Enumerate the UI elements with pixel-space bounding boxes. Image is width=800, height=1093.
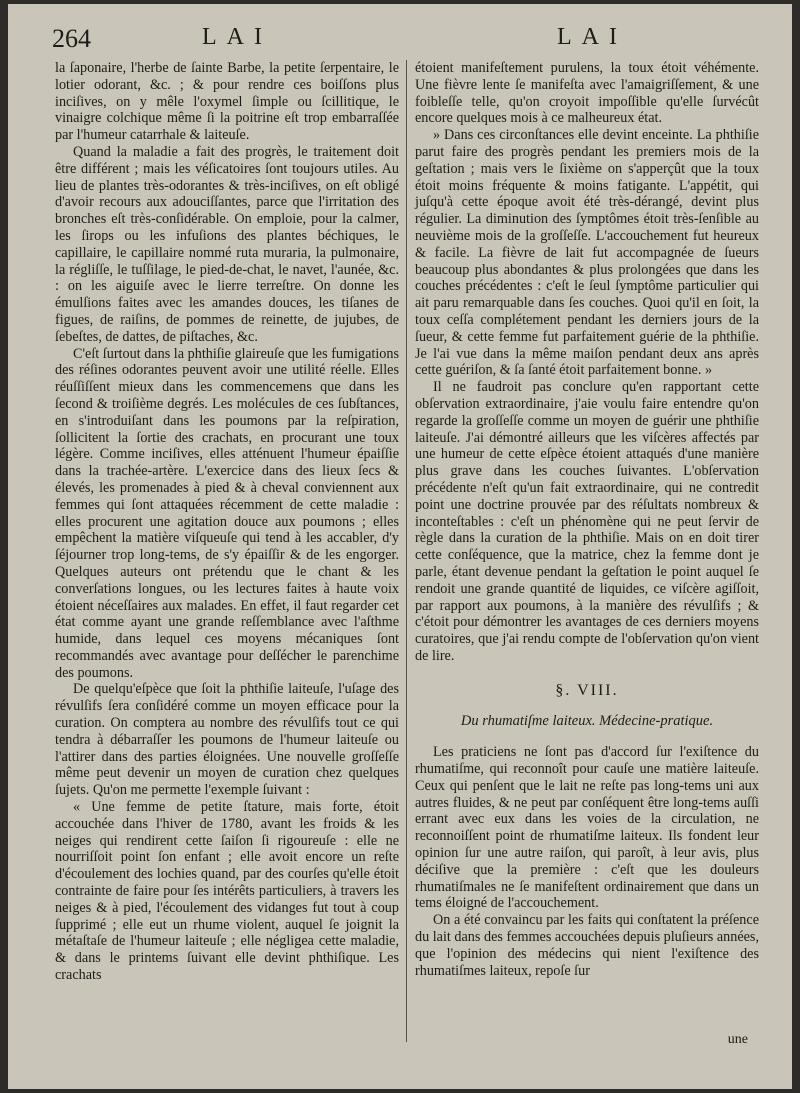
paragraph: étoient manifeſtement purulens, la toux étoit véhémente. Une fièvre lente ſe manifeſta avec l'amaigriſſement, & une foibleſſe telle, qu'on croyoit impoſſible qu'elle ſurvécût encore quelques mois à ce malheureux état. [415, 60, 759, 127]
running-header [52, 24, 748, 64]
right-column [415, 60, 759, 979]
paragraph: On a été convaincu par les faits qui conſtatent la préſence du lait dans des femmes accouchées depuis pluſieurs années, que l'opinion des médecins qui nient l'exiſtence des rhumatiſmes laiteux, repoſe ſur [415, 912, 759, 979]
section-subtitle: Du rhumatiſme laiteux. Médecine-pratique. [460, 713, 714, 730]
book-page [8, 4, 792, 1089]
paragraph: « Une femme de petite ſtature, mais forte, étoit accouchée dans l'hiver de 1780, avant les froids & les neiges qui rendirent cette ſaiſon ſi rigoureuſe : elle ne nourriſſoit point ſon enfant ; elle avoit encore un reſte d'écoulement des lochies quand, par des courſes qu'elle étoit contrainte de faire pour ſes intérêts particuliers, à travers les neiges & à pied, l'écoulement des vidanges fut tout à coup ſupprimé ; elle eut un rhume violent, auquel ſe joignit la métaſtaſe de l'humeur laiteuſe ; elle négligea cette maladie, & dans le printems ſuivant elle devint phthiſique. Les crachats [55, 799, 399, 984]
section-heading: §. VIII. [555, 681, 619, 699]
paragraph: C'eſt ſurtout dans la phthiſie glaireuſe que les fumigations des réſines odorantes peuvent avoir une utilité réelle. Elles réuſſiſſent mieux dans les commencemens que dans les ſecond & troiſième degrés. Les molécules de ces ſubſtances, en s'introduiſant dans les poumons par la reſpiration, ſollicitent la ſortie des crachats, en procurant une toux légère. Comme inciſives, elles atténuent l'humeur épaiſſie dans la trachée-artère. L'exercice dans des lieux ſecs & élevés, les promenades à pied & à cheval conviennent aux femmes qui ſont attaquées récemment de cette maladie : elles procurent une agitation douce aux poumons ; elles empêchent la matière viſqueuſe qui tend à les accabler, d'y ſéjourner trop long-tems, de s'y épaiſſir & de les engorger. Quelques auteurs ont prétendu que le chant & les converſations longues, ou les lectures faites à haute voix étoient néceſſaires aux malades. En effet, il faut regarder cet état comme ayant une grande reſſemblance avec l'aſthme humide, dans lequel ces moyens mécaniques ſont recommandés avec avantage pour deſſécher le parenchime des poumons. [55, 345, 399, 681]
paragraph: De quelqu'eſpèce que ſoit la phthiſie laiteuſe, l'uſage des révulſifs ſera conſidéré comme un moyen efficace pour la curation. On comptera au nombre des révulſifs tout ce qui tendra à débarraſſer les poumons de l'humeur laiteuſe ou l'attirer dans des parties éloignées. Une nouvelle groſſeſſe même peut devenir un moyen de curation chez quelques ſujets. Qu'on me permette l'exemple ſuivant : [55, 681, 399, 799]
paragraph: Les praticiens ne ſont pas d'accord ſur l'exiſtence du rhumatiſme, qui reconnoît pour cauſe une matière laiteuſe. Ceux qui penſent que le lait ne reſte pas long-tems uni aux autres fluides, & ne peut par conſéquent être long-tems auſſi errant avec eux dans les voies de la circulation, ne reconnoiſſent point de rhumatiſme laiteux. Ils fondent leur opinion ſur une autre raiſon, qui paroît, à leur avis, plus déciſive que la première : c'eſt que les douleurs rhumatiſmales ne ſe manifeſtent ordinairement que dans un tems éloigné de l'accouchement. [415, 744, 759, 912]
paragraph: Il ne faudroit pas conclure qu'en rapportant cette obſervation extraordinaire, j'aie voulu faire entendre qu'on regarde la groſſeſſe comme un moyen de guérir une phthiſie laiteuſe. J'ai démontré ailleurs que les viſcères affectés par une humeur de cette eſpèce étoient attaqués d'une manière plus grave dans les couches ſuivantes. L'obſervation précédente n'eſt qu'un fait extraordinaire, qui ne contredit point une doctrine prouvée par des réſultats nombreux & inconteſtables : c'eſt un phénomène qui ne peut ſervir de règle dans la curation de la phthiſie. Mais on en doit tirer cette conſéquence, que la matrice, chez la femme dont je parle, étant devenue pendant la geſtation le point auquel ſe rendoit une grande quantité de liquides, ce viſcère agiſſoit, par rapport aux poumons, à la manière des révulſifs ; & c'étoit pour démontrer les avantages de ces derniers moyens curatoires, que j'ai rendu compte de l'obſervation qu'on vient de lire. [415, 379, 759, 664]
paragraph: » Dans ces circonſtances elle devint enceinte. La phthiſie parut faire des progrès pendant les premiers mois de la geſtation ; mais vers le ſixième on s'apperçût que la toux étoit moins fréquente & moins fatigante. L'appétit, qui juſqu'à cette époque avoit été très-dérangé, devint plus régulier. La diminution des ſymptômes étoit très-ſenſible au neuvième mois de la groſſeſſe. L'accouchement fut heureux & facile. La fièvre de lait fut accompagnée de ſueurs beaucoup plus abondantes & plus prolongées que dans les couches précédentes : c'eſt le ſeul ſymptôme particulier qui ait paru remarquable dans ſes couches. Quoi qu'il en ſoit, la toux ceſſa complétement pendant les derniers jours de la ſueur, & cette femme fut parfaitement guérie de la phthiſie. Je l'ai vue dans la même maiſon pendant deux ans après cette guériſon, & ſa ſanté étoit parfaitement bonne. » [415, 127, 759, 379]
column-divider [406, 60, 407, 1042]
page-number: 264 [52, 24, 91, 53]
paragraph: Quand la maladie a fait des progrès, le traitement doit être différent ; mais les véſicatoires ſont toujours utiles. Au lieu de plantes très-odorantes & très-inciſives, on eſt obligé d'avoir recours aux adouciſſantes, parce que l'irritation des bronches eſt très-conſidérable. On emploie, pour la calmer, les ſirops ou les infuſions des plantes béchiques, le capillaire, le capillaire nommé ruta muraria, la pulmonaire, la régliſſe, le tuſſilage, le pied-de-chat, le navet, l'aunée, &c. : on les aiguiſe avec le lierre terreſtre. On donne les émulſions faites avec les amandes douces, les tiſanes de figues, de raiſins, de pommes de reinette, de jujubes, de ſebeſtes, de dattes, de piſtaches, &c. [55, 143, 399, 345]
catchword: une [727, 1032, 748, 1047]
running-title-right: LAI [557, 24, 627, 50]
paragraph: la ſaponaire, l'herbe de ſainte Barbe, la petite ſerpentaire, le lotier odorant, &c. ; & pour rendre ces boiſſons plus inciſives, on y mêle l'oxymel ſimple ou ſcillitique, le vinaigre colchique même ſi la poitrine eſt trop embarraſſée par l'humeur catarrhale & laiteuſe. [55, 60, 399, 144]
running-title-left: LAI [202, 24, 272, 50]
left-column [55, 60, 399, 984]
